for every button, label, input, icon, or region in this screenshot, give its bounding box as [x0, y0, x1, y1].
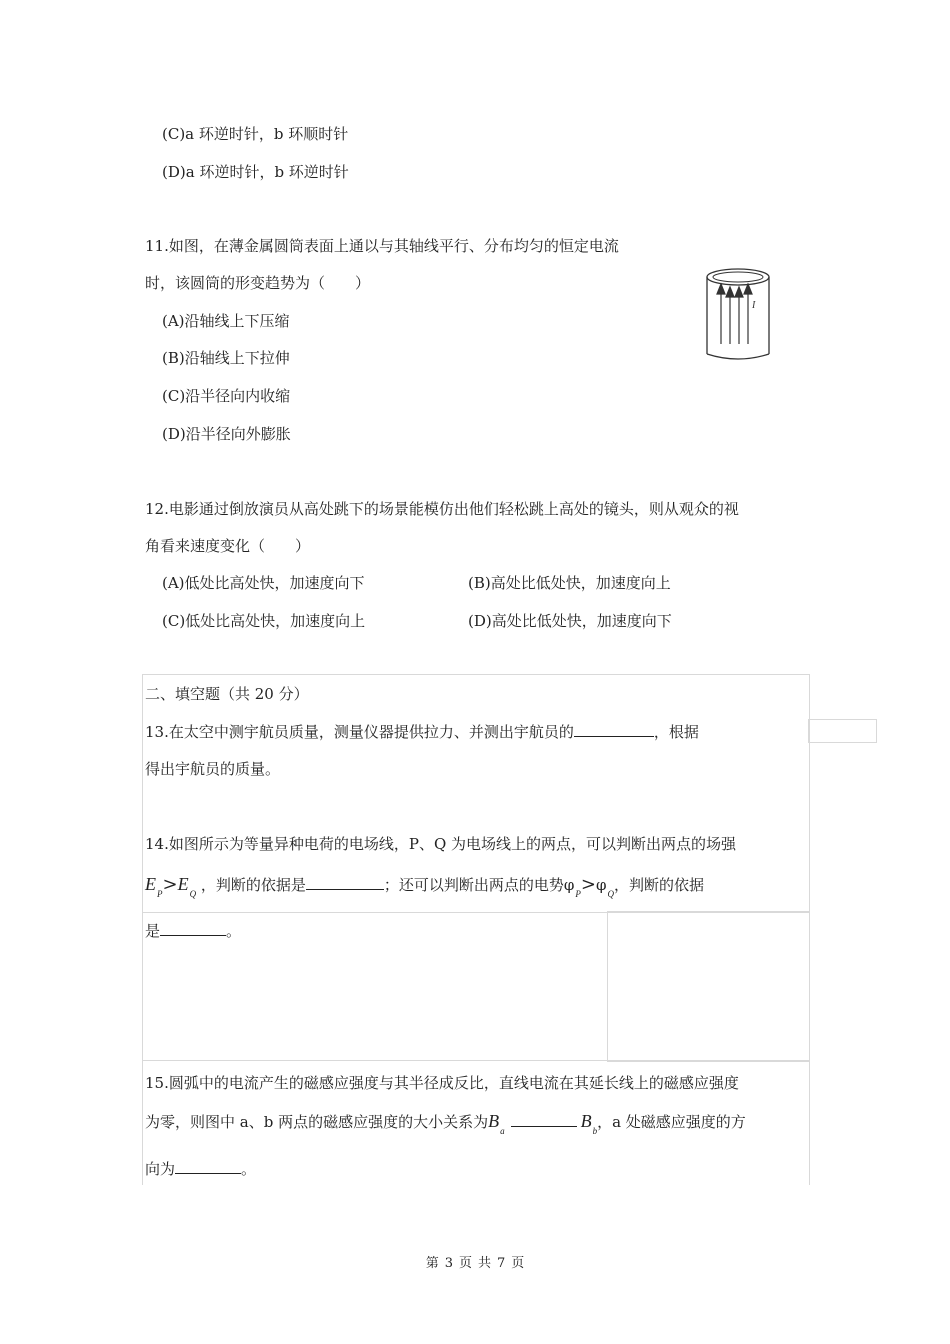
gt-sign-2: > [580, 874, 597, 895]
q12-stem-line1: 12.电影通过倒放演员从高处跳下的场景能模仿出他们轻松跳上高处的镜头，则从观众的视 [145, 500, 739, 518]
footer-ye: 页 [458, 1256, 472, 1271]
q14-text-c: ，判断的依据 [614, 876, 705, 894]
q11-option-d: (D)沿半径向外膨胀 [162, 425, 291, 443]
sub-q: Q [189, 889, 197, 899]
q14-line1: 14.如图所示为等量异种电荷的电场线，P、Q 为电场线上的两点，可以判断出两点的场强 [145, 835, 737, 853]
footer-total: 7 [497, 1256, 506, 1271]
q13-answer-blank[interactable] [574, 722, 654, 737]
q14-line3 [145, 921, 241, 941]
q11-stem-line1: 11.如图，在薄金属圆筒表面上通以与其轴线平行、分布均匀的恒定电流 [145, 237, 619, 255]
q15-line2 [145, 1111, 746, 1134]
q14-line3-a: 是 [145, 922, 161, 940]
q12-option-a: (A)低处比高处快，加速度向下 [162, 574, 365, 592]
q14-text-a: ，判断的依据是 [200, 876, 306, 894]
q13-line2: 得出宇航员的质量。 [145, 760, 281, 778]
q14-line3-b: 。 [226, 922, 242, 940]
section-title: 二、填空题（共 20 分） [145, 685, 309, 703]
sub-a: a [500, 1126, 505, 1136]
q14-text-b: ；还可以判断出两点的电势 [383, 876, 564, 894]
q15-text-b: ，a 处磁感应强度的方 [597, 1113, 746, 1131]
b-a: B [488, 1111, 500, 1131]
q13-text-b: ，根据 [653, 723, 699, 741]
q15-line1: 15.圆弧中的电流产生的磁感应强度与其半径成反比，直线电流在其延长线上的磁感应强度 [145, 1074, 739, 1092]
q15-line3-a: 向为 [145, 1160, 176, 1178]
q12-option-d: (D)高处比低处快，加速度向下 [468, 612, 672, 630]
q15-line3-b: 。 [241, 1160, 257, 1178]
current-label: I [752, 300, 756, 311]
q13-text-a: 13.在太空中测宇航员质量，测量仪器提供拉力、并测出宇航员的 [145, 723, 574, 741]
phi-p: φ [563, 876, 575, 894]
cylinder-figure [700, 264, 780, 364]
q10-option-c: (C)a 环逆时针，b 环顺时针 [162, 125, 349, 143]
b-b: B [580, 1111, 592, 1131]
q15-text-a: 为零，则图中 a、b 两点的磁感应强度的大小关系为 [145, 1113, 489, 1131]
q15-line3 [145, 1159, 256, 1179]
footer-ye2: 页 [511, 1256, 525, 1271]
footer-page: 3 [444, 1256, 453, 1271]
q11-option-c: (C)沿半径向内收缩 [162, 387, 291, 405]
q14-figure-frame [607, 911, 810, 1062]
page-number [0, 1252, 950, 1271]
q15-blank-2[interactable] [175, 1159, 241, 1174]
phi-sub-q: Q [607, 889, 615, 899]
q14-blank-2[interactable] [160, 921, 226, 936]
q15-blank-1[interactable] [511, 1112, 577, 1127]
sub-p: P [157, 889, 163, 899]
q14-line2 [145, 874, 704, 897]
phi-sub-p: P [575, 889, 581, 899]
q12-option-b: (B)高处比低处快，加速度向上 [468, 574, 671, 592]
field-e: E [145, 874, 156, 894]
field-e-q: E [177, 874, 189, 894]
q13-line1 [145, 722, 699, 742]
q11-option-a: (A)沿轴线上下压缩 [162, 312, 290, 330]
q11-stem-line2: 时，该圆筒的形变趋势为（ ） [145, 274, 371, 292]
q11-option-b: (B)沿轴线上下拉伸 [162, 349, 290, 367]
sub-b: b [592, 1126, 598, 1136]
phi-q: φ [596, 876, 607, 894]
q12-option-c: (C)低处比高处快，加速度向上 [162, 612, 366, 630]
q14-blank-1[interactable] [306, 875, 384, 890]
q12-stem-line2: 角看来速度变化（ ） [145, 537, 311, 555]
q13-side-frame [808, 719, 877, 743]
q10-option-d: (D)a 环逆时针，b 环逆时针 [162, 163, 349, 181]
footer-gong: 共 [478, 1256, 492, 1271]
footer-di: 第 [425, 1256, 439, 1271]
gt-sign: > [162, 874, 178, 895]
q14-left-frame-edge [142, 911, 143, 1060]
